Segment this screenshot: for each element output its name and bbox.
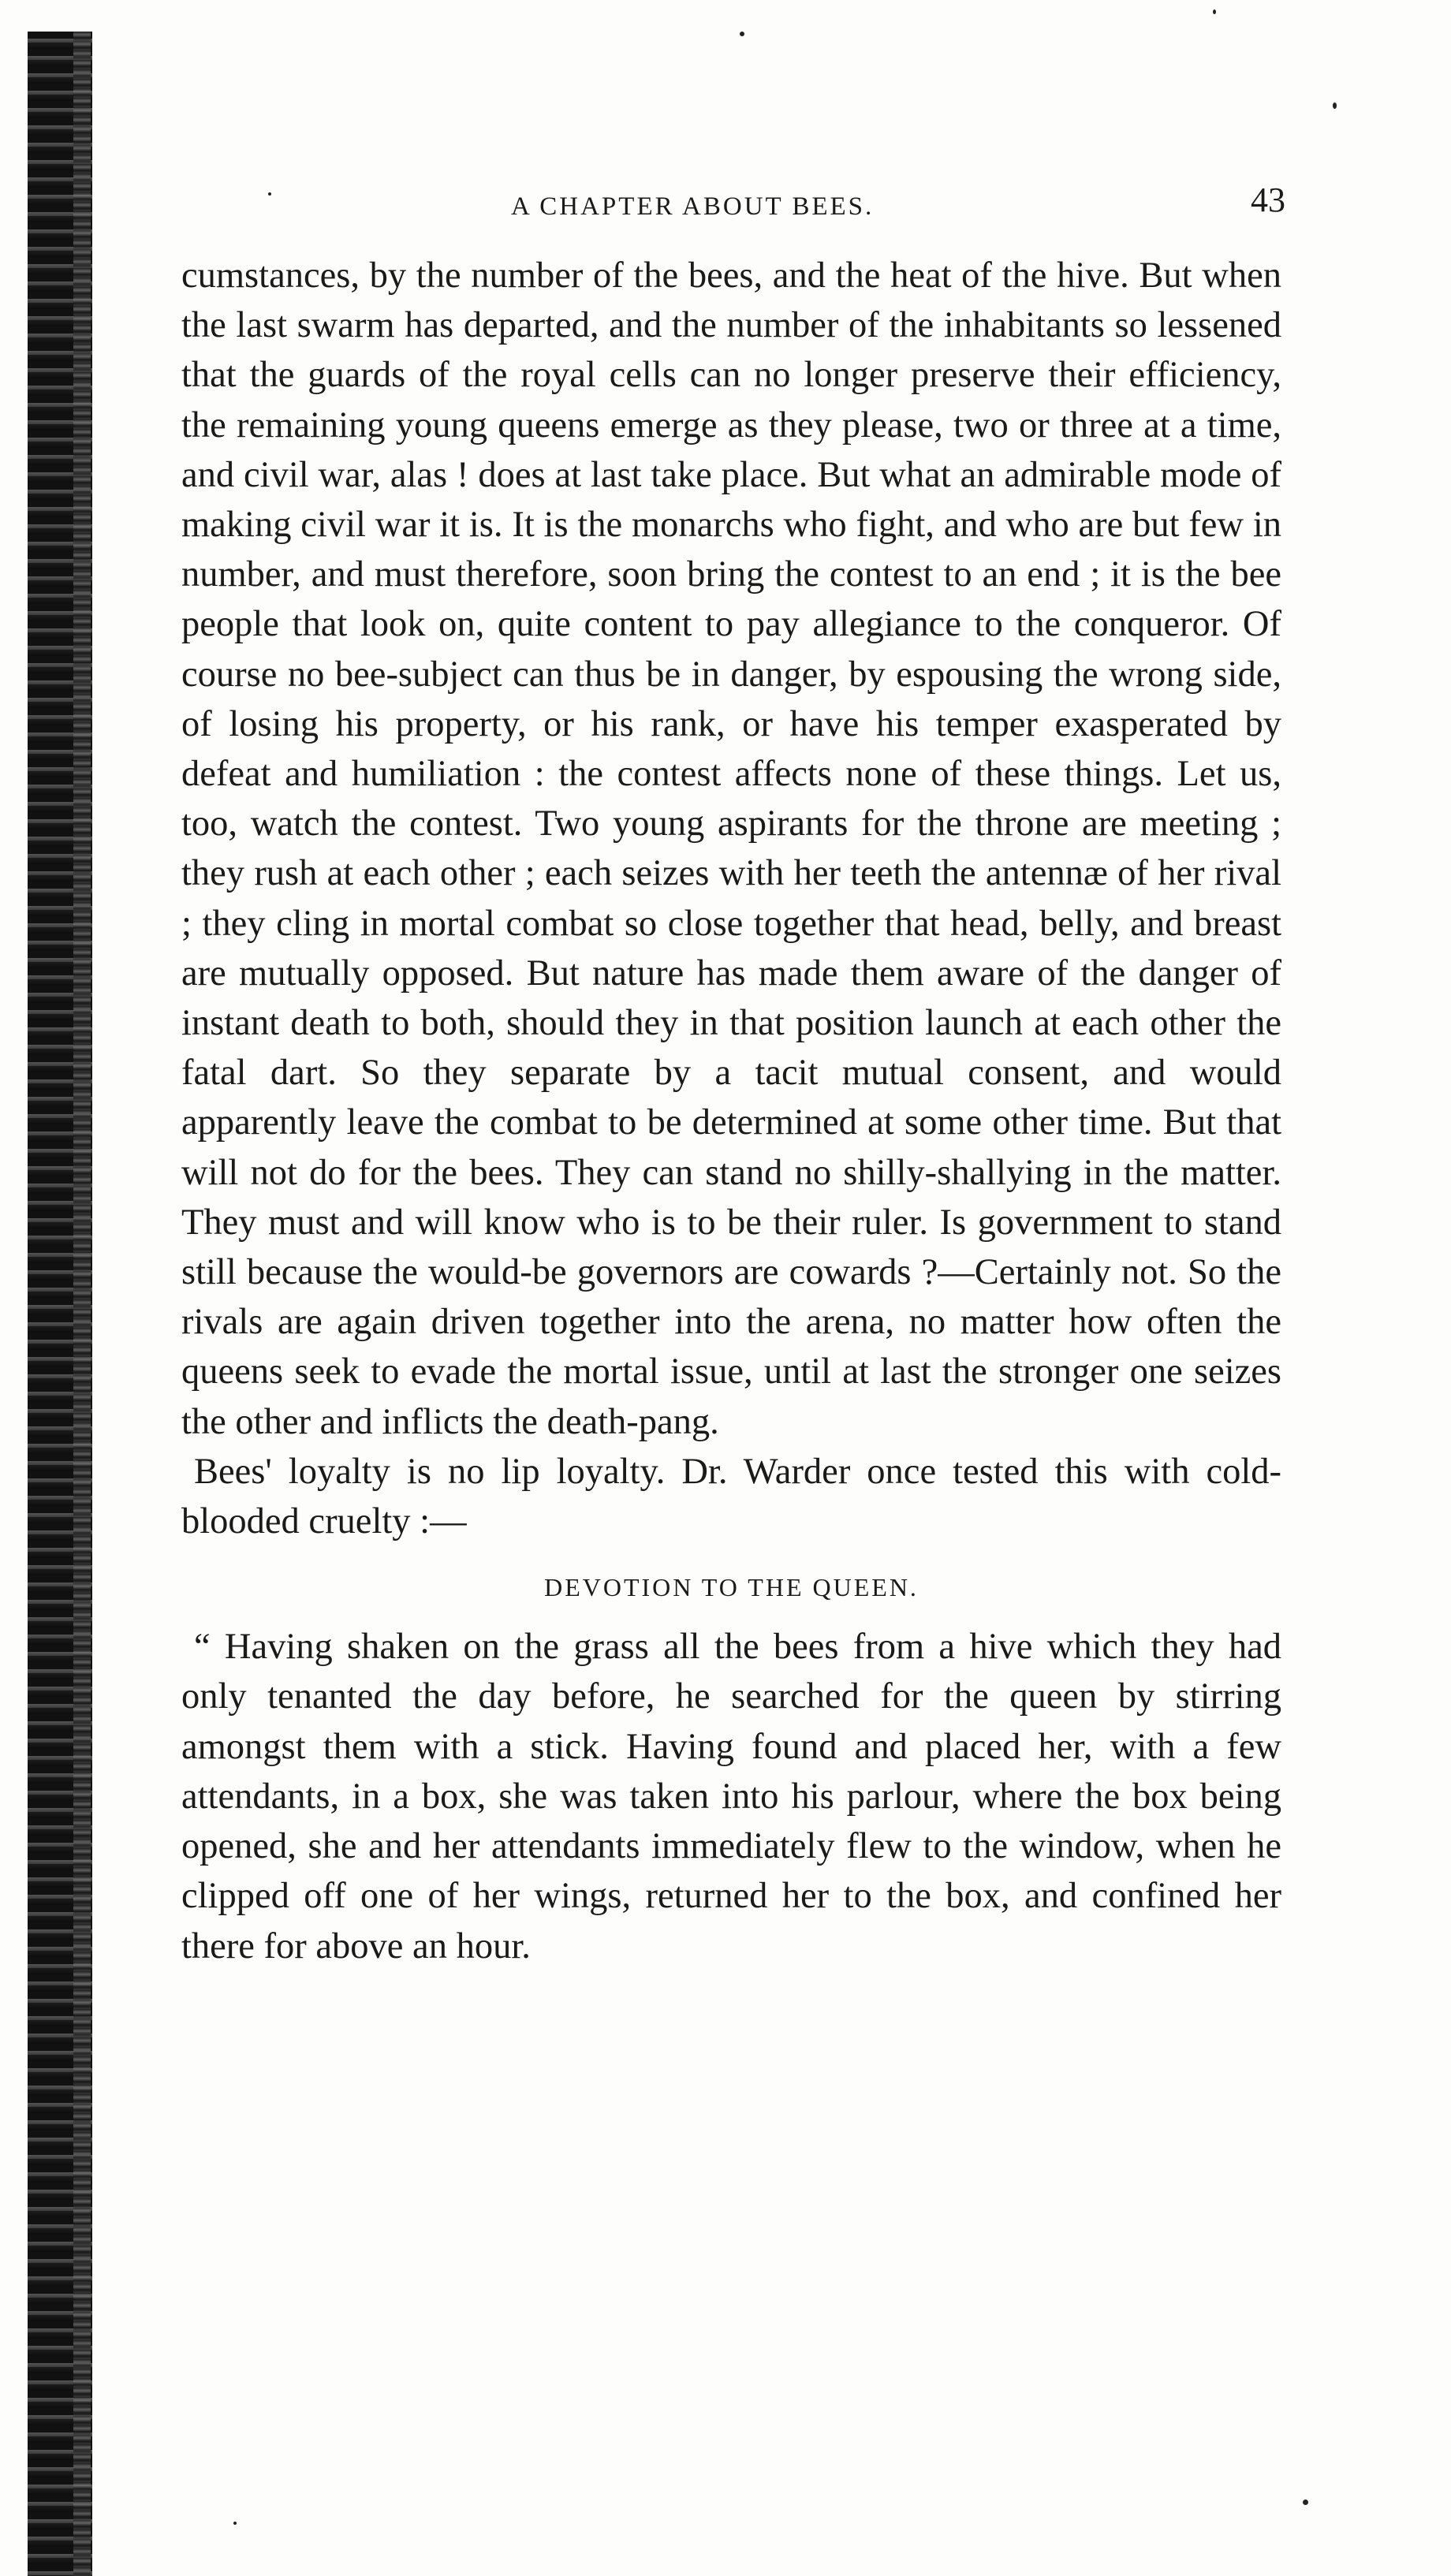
scan-speck (233, 2522, 237, 2525)
spine-texture (73, 32, 91, 2576)
book-spine-edge (28, 32, 92, 2576)
scan-speck (1333, 103, 1337, 109)
scan-speck (740, 32, 744, 36)
running-head (181, 180, 1317, 227)
scan-speck (1213, 9, 1216, 14)
section-heading: DEVOTION TO THE QUEEN. (544, 1573, 919, 1602)
running-title: A CHAPTER ABOUT BEES. (511, 192, 875, 221)
paragraph: “ Having shaken on the grass all the bees from a hive which they had only tenanted the day before, he searched for the queen by stirring amongst them with a stick. Having found and placed her, with a few attendants, in a box, she was taken into his parlour, where the box being opened, she and her attendants immediately flew to the window, when he clipped off one of her wings, returned her to the box, and confined her there for above an hour. (181, 1627, 1281, 1966)
paragraph: cumstances, by the number of the bees, and the heat of the hive. But when the last swarm has departed, and the number of the inhabitants so lessened that the guards of the royal cells can no longer preserve their efficiency, the remaining young queens emerge as they please, two or three at a time, and civil war, alas ! does at last take place. But what an admirable mode of making civil war it is. It is the monarchs who fight, and who are but few in number, and must therefore, soon bring the contest to an end ; it is the bee people that look on, quite content to pay allegiance to the conqueror. Of course no bee-subject can thus be in danger, by espousing the wrong side, of losing his property, or his rank, or have his temper exasperated by defeat and humiliation : the contest affects none of these things. Let us, too, watch the contest. Two young aspirants for the throne are meeting ; they rush at each other ; each seizes with her teeth the antennæ of her rival ; they cling in mortal combat so close together that head, belly, and breast are mutually opposed. But nature has made them aware of the danger of instant death to both, should they in that position launch at each other the fatal dart. So they separate by a tacit mutual consent, and would apparently leave the combat to be determined at some other time. But that will not do for the bees. They can stand no shilly-shallying in the matter. They must and will know who is to be their ruler. Is government to stand still because the would-be governors are cowards ?—Certainly not. So the rivals are again driven together into the arena, no matter how often the queens seek to evade the mortal issue, until at last the stronger one seizes the other and inflicts the death-pang. (181, 255, 1281, 1442)
scan-speck (1303, 2500, 1308, 2505)
page-number: 43 (1251, 181, 1285, 219)
paragraph: Bees' loyalty is no lip loyalty. Dr. Warder once tested this with cold-blooded cruelty :— (181, 1451, 1281, 1542)
body-text (181, 251, 1281, 1971)
